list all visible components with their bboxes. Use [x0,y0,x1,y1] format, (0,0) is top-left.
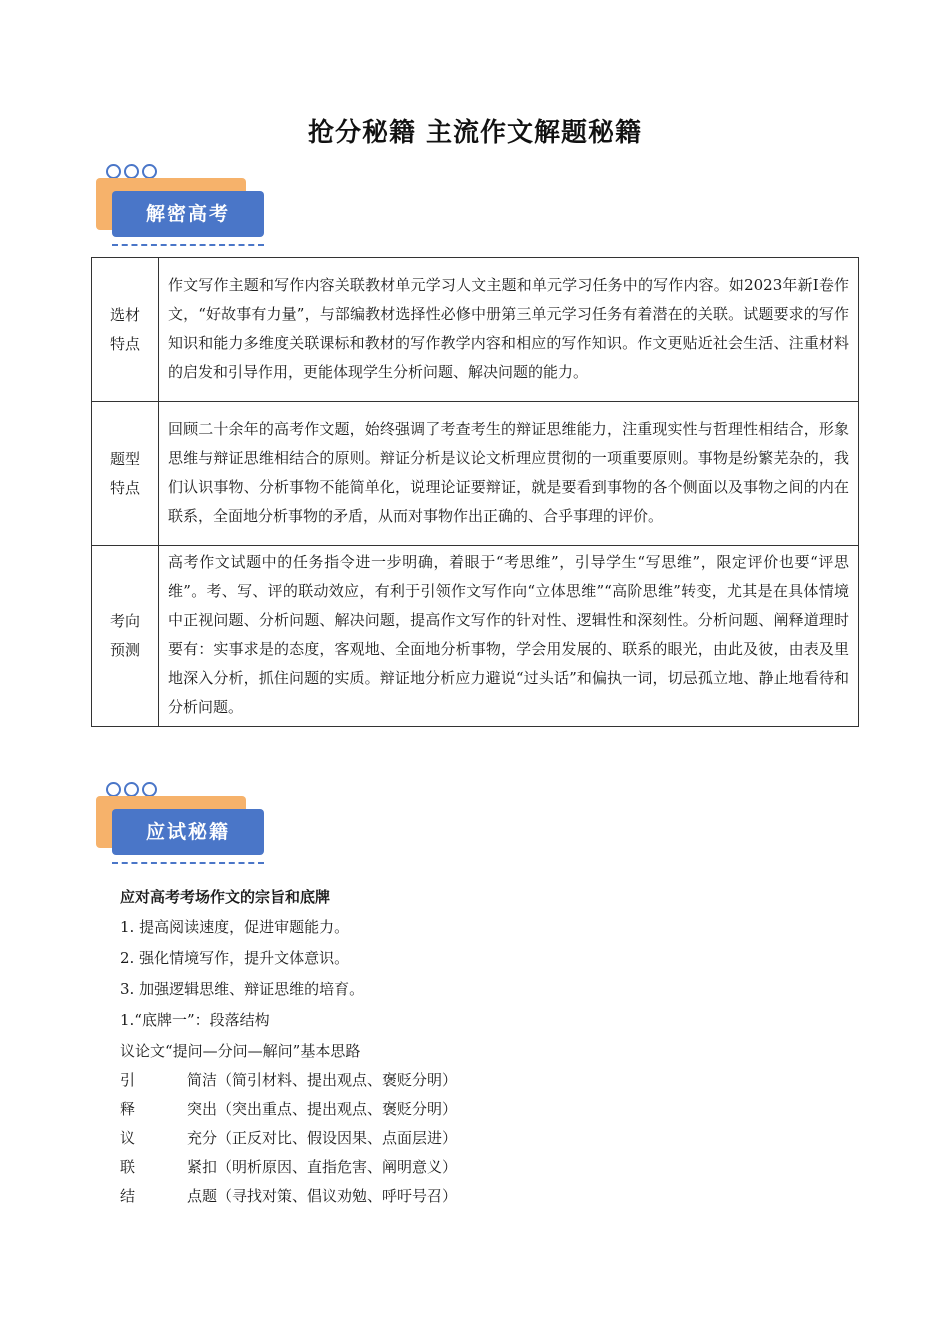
row-text: 回顾二十余年的高考作文题，始终强调了考查考生的辩证思维能力，注重现实性与哲理性相结合，形象思维与辩证思维相结合的原则。辩证分析是议论文析理应贯彻的一项重要原则。事物是纷繁芜杂的，我们认识事物、分析事物不能简单化，说理论证要辩证，就是要看到事物的各个侧面以及事物之间的内在联系，全面地分析事物的矛盾，从而对事物作出正确的、合乎事理的评价。 [159,402,859,546]
table-row [92,546,859,727]
section-title: 解密高考 [145,203,230,225]
table-row [92,258,859,402]
row-text: 高考作文试题中的任务指令进一步明确，着眼于“考思维”，引导学生“写思维”，限定评价也要“评思维”。考、写、评的联动效应，有利于引领作文写作向“立体思维”“高阶思维”转变，尤其是在具体情境中正视问题、分析问题、解决问题，提高作文写作的针对性、逻辑性和深刻性。分析问题、阐释道理时要有：实事求是的态度，客观地、全面地分析事物，学会用发展的、联系的眼光，由此及彼，由表及里地深入分析，抓住问题的实质。辩证地分析应力避说“过头话”和偏执一词，切忌孤立地、静止地看待和分析问题。 [159,546,859,727]
table-row [92,402,859,546]
row-header: 考向 预测 [92,546,159,727]
row-header: 题型 特点 [92,402,159,546]
exam-analysis-table [91,257,859,727]
row-header: 选材 特点 [92,258,159,402]
section-badge-yingshi [96,782,271,872]
row-text: 作文写作主题和写作内容关联教材单元学习人文主题和单元学习任务中的写作内容。如2023年新Ⅰ卷作文，“好故事有力量”，与部编教材选择性必修中册第三单元学习任务有着潜在的关联。试题要求的写作知识和能力多维度关联课标和教材的写作教学内容和相应的写作知识。作文更贴近社会生活、注重材料的启发和引导作用，更能体现学生分析问题、解决问题的能力。 [159,258,859,402]
tips-heading: 应对高考考场作文的宗旨和底牌 [120,888,331,906]
page-title: 抢分秘籍 主流作文解题秘籍 [307,118,643,148]
structure-row: 议 充分（正反对比、假设因果、点面层进） [120,1129,458,1147]
structure-row: 结 点题（寻找对策、倡议劝勉、呼吁号召） [120,1187,458,1205]
structure-row: 释 突出（突出重点、提出观点、褒贬分明） [120,1100,458,1118]
section-title: 应试秘籍 [145,821,230,843]
list-item: 3. 加强逻辑思维、辩证思维的培育。 [120,980,365,998]
structure-row: 引 简洁（简引材料、提出观点、褒贬分明） [120,1071,458,1089]
list-item: 1. 提高阅读速度，促进审题能力。 [120,918,350,936]
section-badge-jiemi [96,164,271,254]
badge-dashed-line [112,244,264,246]
card-line: 1.“底牌一”：段落结构 [120,1011,270,1029]
structure-row: 联 紧扣（明析原因、直指危害、阐明意义） [120,1158,458,1176]
approach-line: 议论文“提问—分问—解问”基本思路 [120,1042,361,1060]
list-item: 2. 强化情境写作，提升文体意识。 [120,949,350,967]
badge-dashed-line [112,862,264,864]
